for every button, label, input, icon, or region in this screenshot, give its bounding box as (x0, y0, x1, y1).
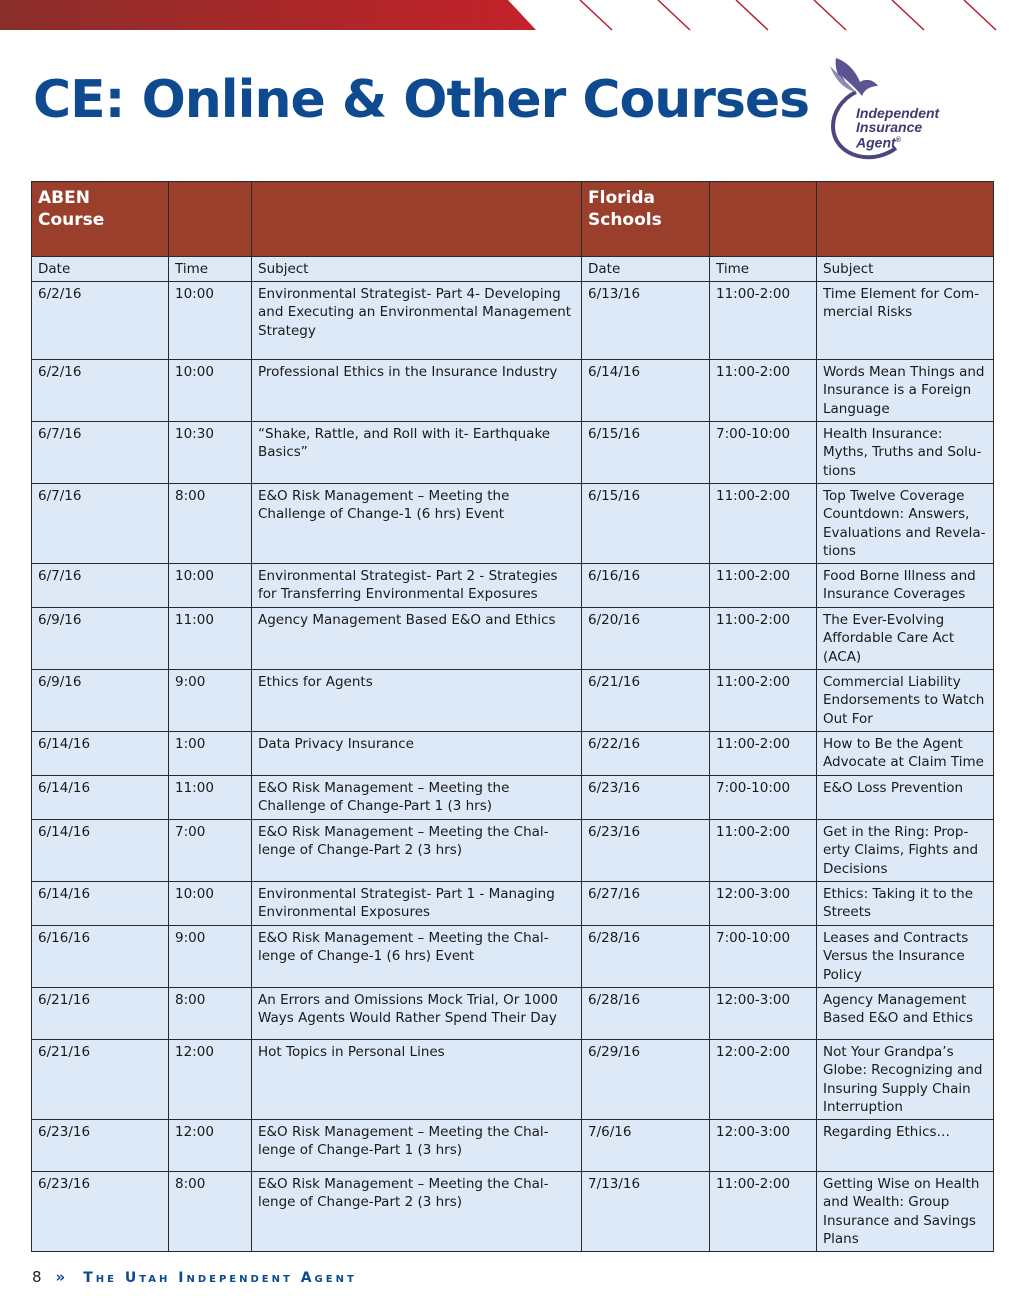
aben-subject-cell: E&O Risk Management – Meeting the Challenge of Change-Part 2 (3 hrs) (252, 820, 582, 882)
table-row (32, 608, 994, 670)
florida-time-cell: 11:00-2:00 (710, 670, 817, 732)
aben-subject-cell: Hot Topics in Personal Lines (252, 1040, 582, 1120)
aben-subject-cell: Environmental Strategist- Part 2 - Strategies for Transferring Environmental Exposures (252, 564, 582, 608)
aben-subject-cell: Agency Management Based E&O and Ethics (252, 608, 582, 670)
aben-time-cell: 11:00 (169, 776, 252, 820)
table-row (32, 1040, 994, 1120)
florida-subject-cell: Commercial Liability Endorsements to Watch Out For (817, 670, 994, 732)
aben-time-cell: 1:00 (169, 732, 252, 776)
column-header-subject: Subject (252, 257, 582, 282)
aben-time-cell: 10:30 (169, 422, 252, 484)
florida-subject-cell: Not Your Grandpa’s Globe: Recognizing and Insuring Supply Chain Interruption (817, 1040, 994, 1120)
florida-time-cell: 11:00-2:00 (710, 360, 817, 422)
florida-date-cell: 6/15/16 (582, 422, 710, 484)
florida-date-cell: 6/27/16 (582, 882, 710, 926)
florida-date-cell: 6/28/16 (582, 926, 710, 988)
table-row (32, 732, 994, 776)
florida-date-cell: 7/6/16 (582, 1120, 710, 1172)
florida-subject-cell: E&O Loss Prevention (817, 776, 994, 820)
table-column-header-row (32, 257, 994, 282)
aben-date-cell: 6/9/16 (32, 608, 169, 670)
group-header-empty (817, 182, 994, 257)
aben-date-cell: 6/21/16 (32, 988, 169, 1040)
aben-subject-cell: Environmental Strategist- Part 1 - Managing Environmental Exposures (252, 882, 582, 926)
florida-date-cell: 6/23/16 (582, 820, 710, 882)
florida-date-cell: 6/20/16 (582, 608, 710, 670)
aben-subject-cell: An Errors and Omissions Mock Trial, Or 1000 Ways Agents Would Rather Spend Their Day (252, 988, 582, 1040)
group-header-aben-course: ABEN Course (32, 182, 169, 257)
florida-time-cell: 11:00-2:00 (710, 564, 817, 608)
table-row (32, 1120, 994, 1172)
florida-subject-cell: Food Borne Illness and Insurance Coverages (817, 564, 994, 608)
aben-time-cell: 9:00 (169, 670, 252, 732)
aben-subject-cell: E&O Risk Management – Meeting the Challenge of Change-Part 1 (3 hrs) (252, 1120, 582, 1172)
aben-time-cell: 12:00 (169, 1040, 252, 1120)
aben-date-cell: 6/2/16 (32, 360, 169, 422)
group-header-florida-schools: Florida Schools (582, 182, 710, 257)
aben-date-cell: 6/14/16 (32, 732, 169, 776)
aben-time-cell: 8:00 (169, 1172, 252, 1252)
florida-subject-cell: Top Twelve Coverage Countdown: Answers, Evaluations and Revelations (817, 484, 994, 564)
page-footer (32, 1268, 357, 1286)
aben-date-cell: 6/23/16 (32, 1172, 169, 1252)
publication-name: The Utah Independent Agent (83, 1270, 357, 1286)
florida-date-cell: 6/14/16 (582, 360, 710, 422)
aben-date-cell: 6/14/16 (32, 776, 169, 820)
aben-time-cell: 9:00 (169, 926, 252, 988)
florida-subject-cell: Health Insurance: Myths, Truths and Solutions (817, 422, 994, 484)
florida-date-cell: 6/16/16 (582, 564, 710, 608)
aben-date-cell: 6/2/16 (32, 282, 169, 360)
aben-time-cell: 11:00 (169, 608, 252, 670)
aben-subject-cell: E&O Risk Management – Meeting the Challenge of Change-Part 2 (3 hrs) (252, 1172, 582, 1252)
florida-time-cell: 12:00-3:00 (710, 1120, 817, 1172)
florida-time-cell: 11:00-2:00 (710, 1172, 817, 1252)
florida-time-cell: 11:00-2:00 (710, 732, 817, 776)
florida-subject-cell: Ethics: Taking it to the Streets (817, 882, 994, 926)
table-row (32, 820, 994, 882)
florida-time-cell: 12:00-3:00 (710, 882, 817, 926)
page-number: 8 (32, 1268, 42, 1286)
aben-time-cell: 10:00 (169, 564, 252, 608)
florida-date-cell: 7/13/16 (582, 1172, 710, 1252)
aben-time-cell: 10:00 (169, 882, 252, 926)
independent-insurance-agent-logo (816, 52, 962, 164)
florida-time-cell: 11:00-2:00 (710, 282, 817, 360)
florida-time-cell: 12:00-3:00 (710, 988, 817, 1040)
table-row (32, 282, 994, 360)
table-row (32, 882, 994, 926)
aben-date-cell: 6/21/16 (32, 1040, 169, 1120)
top-decorative-band (0, 0, 1024, 32)
table-row (32, 564, 994, 608)
aben-date-cell: 6/16/16 (32, 926, 169, 988)
florida-date-cell: 6/23/16 (582, 776, 710, 820)
column-header-time: Time (169, 257, 252, 282)
florida-date-cell: 6/21/16 (582, 670, 710, 732)
florida-time-cell: 7:00-10:00 (710, 422, 817, 484)
florida-subject-cell: Time Element for Commercial Risks (817, 282, 994, 360)
florida-subject-cell: Agency Management Based E&O and Ethics (817, 988, 994, 1040)
aben-subject-cell: Professional Ethics in the Insurance Industry (252, 360, 582, 422)
aben-time-cell: 12:00 (169, 1120, 252, 1172)
aben-subject-cell: Environmental Strategist- Part 4- Developing and Executing an Environmental Management Strategy (252, 282, 582, 360)
aben-time-cell: 10:00 (169, 360, 252, 422)
aben-subject-cell: E&O Risk Management – Meeting the Challenge of Change-Part 1 (3 hrs) (252, 776, 582, 820)
aben-subject-cell: Data Privacy Insurance (252, 732, 582, 776)
aben-date-cell: 6/7/16 (32, 484, 169, 564)
florida-date-cell: 6/22/16 (582, 732, 710, 776)
group-header-empty (710, 182, 817, 257)
aben-subject-cell: Ethics for Agents (252, 670, 582, 732)
florida-time-cell: 11:00-2:00 (710, 484, 817, 564)
column-header-date: Date (582, 257, 710, 282)
florida-date-cell: 6/29/16 (582, 1040, 710, 1120)
florida-date-cell: 6/28/16 (582, 988, 710, 1040)
florida-subject-cell: Leases and Contracts Versus the Insurance Policy (817, 926, 994, 988)
table-group-header-row (32, 182, 994, 257)
aben-subject-cell: E&O Risk Management – Meeting the Challenge of Change-1 (6 hrs) Event (252, 484, 582, 564)
aben-time-cell: 8:00 (169, 484, 252, 564)
table-row (32, 360, 994, 422)
page-title: CE: Online & Other Courses (33, 70, 810, 130)
aben-subject-cell: E&O Risk Management – Meeting the Challenge of Change-1 (6 hrs) Event (252, 926, 582, 988)
aben-date-cell: 6/7/16 (32, 564, 169, 608)
table-row (32, 1172, 994, 1252)
florida-time-cell: 7:00-10:00 (710, 776, 817, 820)
aben-subject-cell: “Shake, Rattle, and Roll with it- Earthquake Basics” (252, 422, 582, 484)
florida-time-cell: 7:00-10:00 (710, 926, 817, 988)
aben-time-cell: 10:00 (169, 282, 252, 360)
florida-subject-cell: Getting Wise on Health and Wealth: Group Insurance and Savings Plans (817, 1172, 994, 1252)
florida-date-cell: 6/15/16 (582, 484, 710, 564)
column-header-date: Date (32, 257, 169, 282)
florida-subject-cell: Regarding Ethics… (817, 1120, 994, 1172)
aben-time-cell: 8:00 (169, 988, 252, 1040)
table-row (32, 422, 994, 484)
florida-subject-cell: The Ever-Evolving Affordable Care Act (ACA) (817, 608, 994, 670)
table-row (32, 926, 994, 988)
florida-subject-cell: How to Be the Agent Advocate at Claim Time (817, 732, 994, 776)
group-header-empty (169, 182, 252, 257)
table-row (32, 670, 994, 732)
aben-date-cell: 6/9/16 (32, 670, 169, 732)
table-row (32, 776, 994, 820)
aben-date-cell: 6/14/16 (32, 882, 169, 926)
table-row (32, 988, 994, 1040)
group-header-empty (252, 182, 582, 257)
logo-line-independent: Independent (856, 105, 940, 121)
florida-subject-cell: Words Mean Things and Insurance is a Foreign Language (817, 360, 994, 422)
florida-time-cell: 12:00-2:00 (710, 1040, 817, 1120)
florida-subject-cell: Get in the Ring: Property Claims, Fights and Decisions (817, 820, 994, 882)
course-schedule-table (31, 181, 994, 1252)
aben-date-cell: 6/7/16 (32, 422, 169, 484)
aben-date-cell: 6/23/16 (32, 1120, 169, 1172)
logo-line-agent: Agent® (856, 134, 901, 151)
double-chevron-icon: » (55, 1268, 66, 1286)
column-header-time: Time (710, 257, 817, 282)
florida-date-cell: 6/13/16 (582, 282, 710, 360)
aben-date-cell: 6/14/16 (32, 820, 169, 882)
table-row (32, 484, 994, 564)
logo-line-insurance: Insurance (856, 119, 923, 135)
florida-time-cell: 11:00-2:00 (710, 820, 817, 882)
aben-time-cell: 7:00 (169, 820, 252, 882)
florida-time-cell: 11:00-2:00 (710, 608, 817, 670)
column-header-subject: Subject (817, 257, 994, 282)
